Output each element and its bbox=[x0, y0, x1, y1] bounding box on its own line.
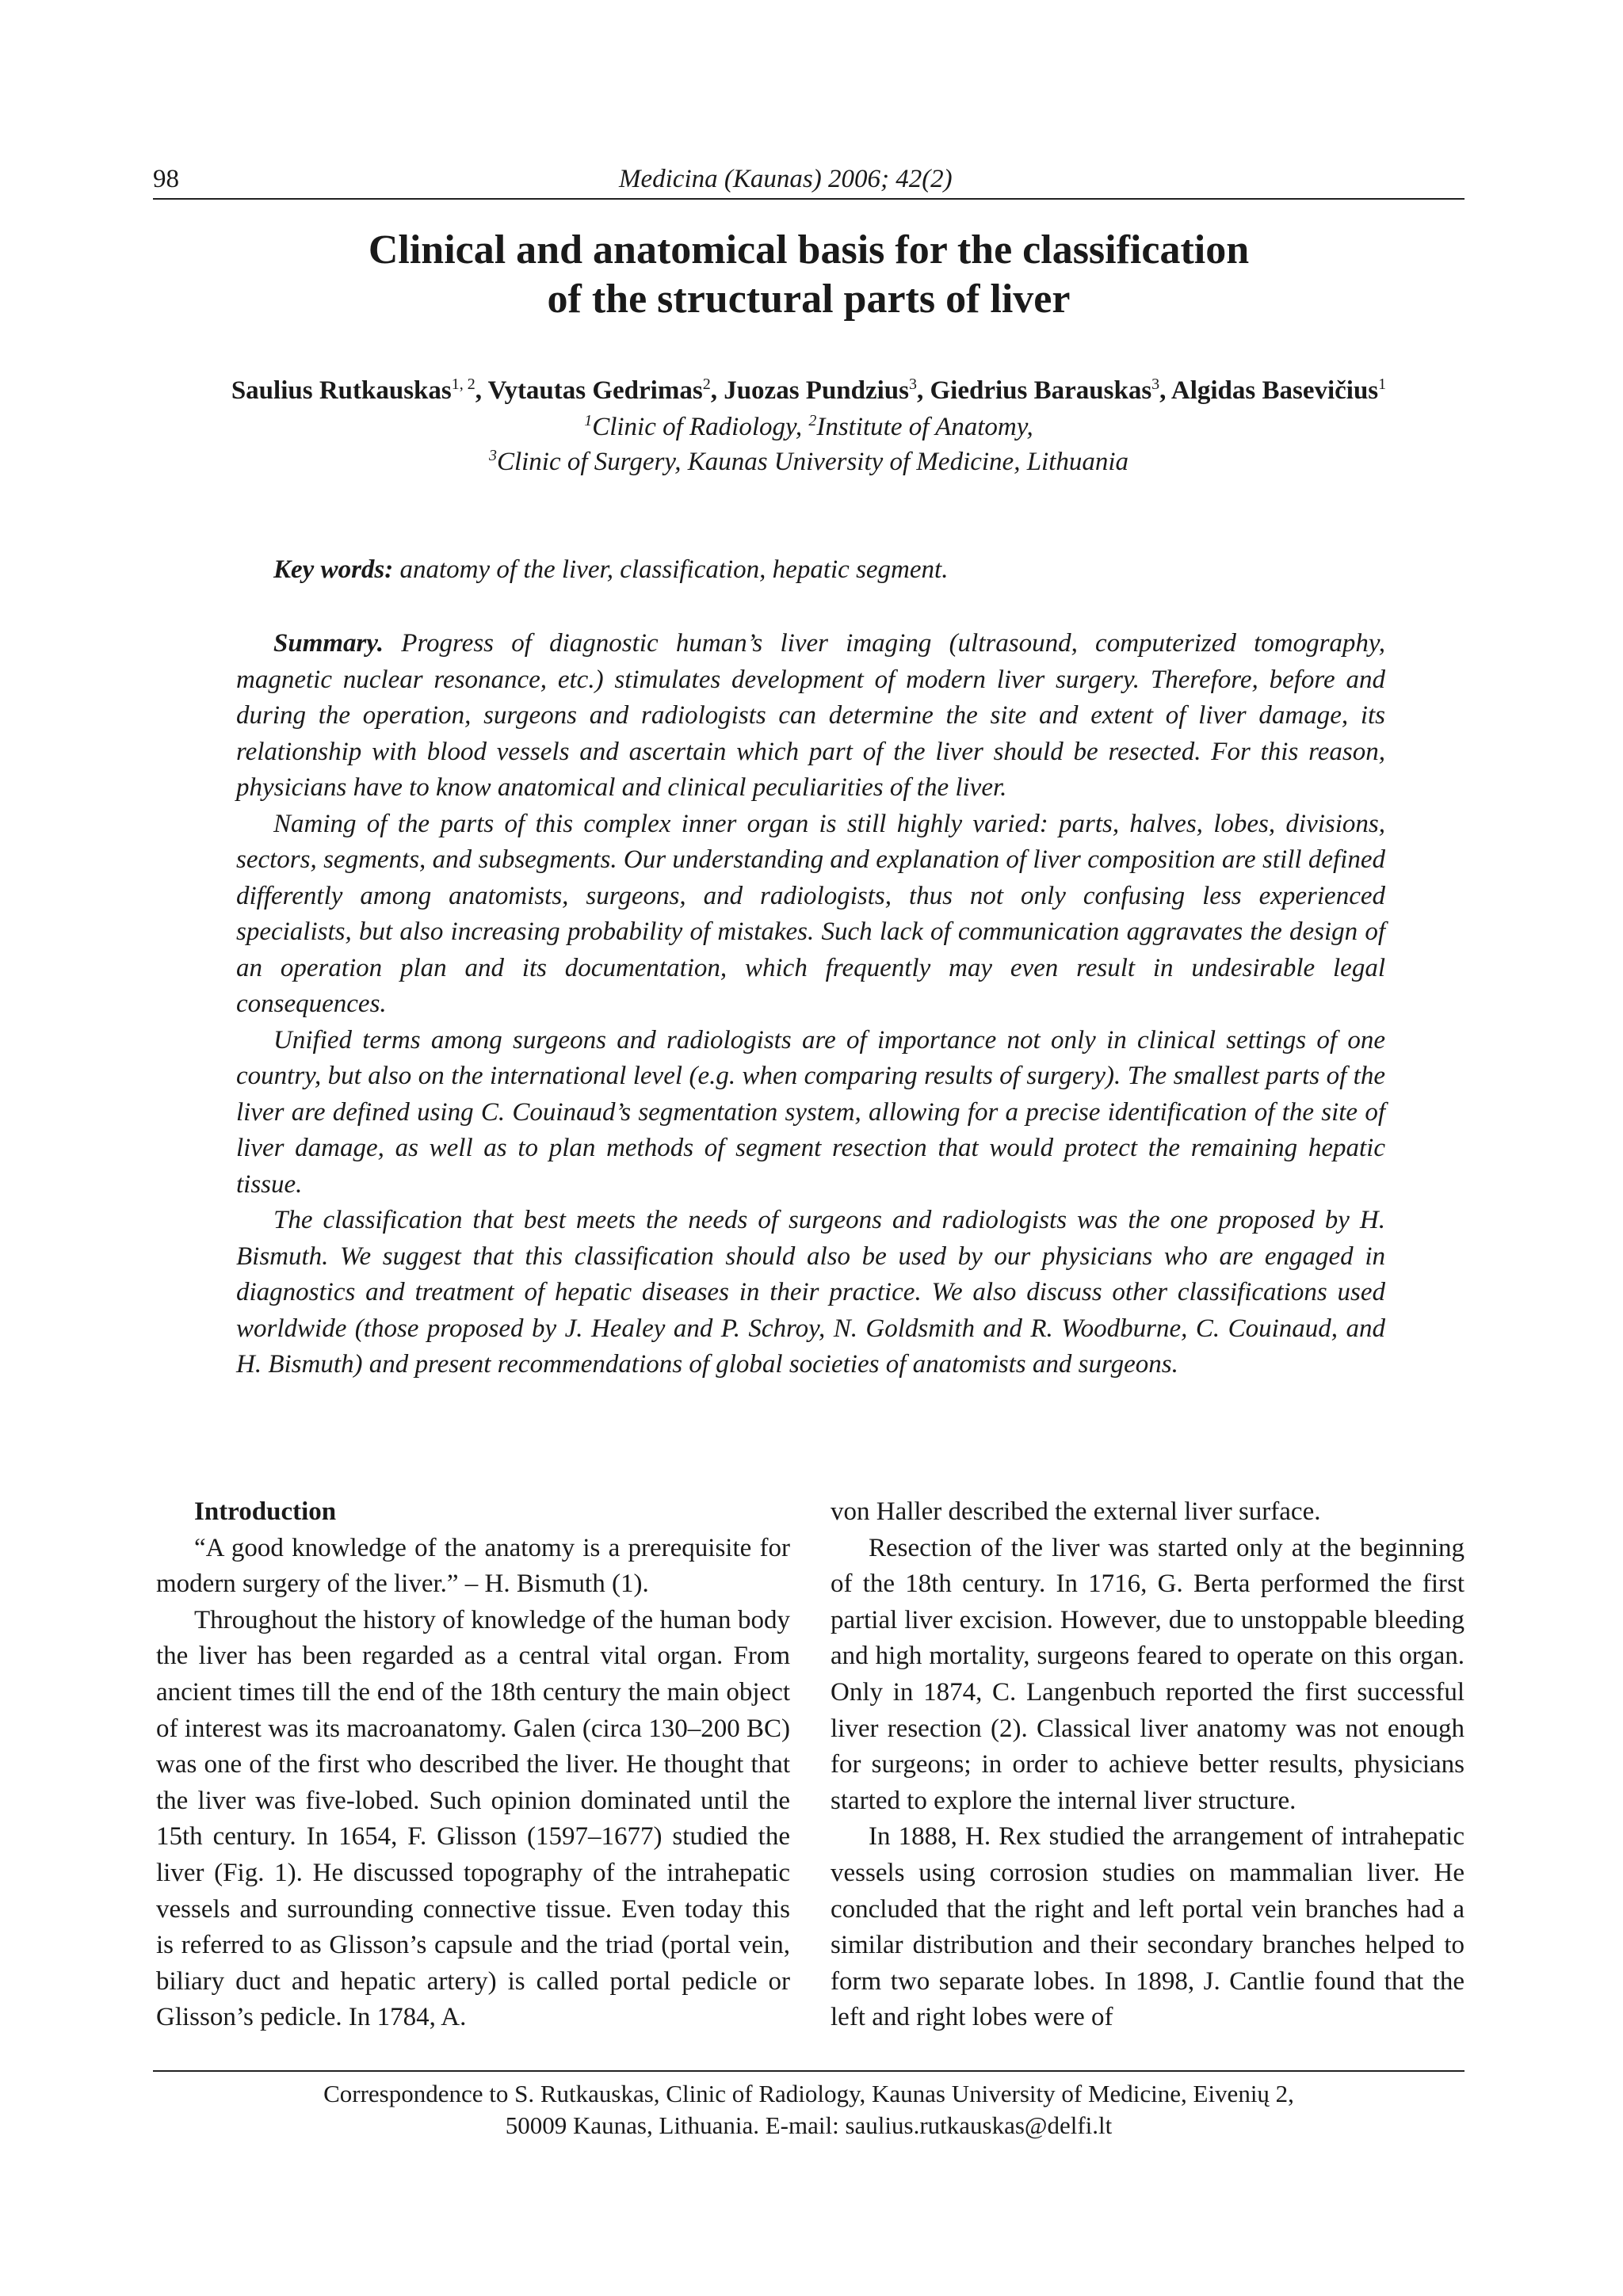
author-name: Juozas Pundzius bbox=[724, 376, 910, 405]
body-paragraph: Resection of the liver was started only at the beginning of the 18th century. In 1716, G. Berta performed the first partial liver excision. However, due to unstoppable bleeding and high mortality, surgeons feared to operate on this organ. Only in 1874, C. Langenbuch reported the first successful liver resection (2). Classical liver anatomy was not enough for surgeons; in order to achieve better results, physicians started to explore the internal liver structure. bbox=[831, 1533, 1465, 1815]
author-affiliation-mark: 1, 2 bbox=[451, 376, 475, 393]
body-paragraph: In 1888, H. Rex studied the arrangement of intrahepatic vessels using corrosion studies on mammalian liver. He concluded that the right and left portal vein branches had a similar distribution and their secondary branches helped to form two separate lobes. In 1898, J. Cantlie found that the left and right lobes were of bbox=[831, 1822, 1465, 2032]
body-paragraph: “A good knowledge of the anatomy is a prerequisite for modern surgery of the liver.” – H. Bismuth (1). bbox=[156, 1533, 790, 1599]
author-separator: , bbox=[1159, 376, 1171, 405]
body-paragraph-continuation: von Haller described the external liver surface. bbox=[831, 1497, 1321, 1526]
correspondence-footer bbox=[153, 2078, 1465, 2142]
author-name: Vytautas Gedrimas bbox=[487, 376, 703, 405]
affiliation-mark: 3 bbox=[488, 447, 497, 464]
author-separator: , bbox=[475, 376, 488, 405]
author-affiliation-mark: 2 bbox=[702, 376, 711, 393]
summary-label: Summary. bbox=[273, 629, 384, 658]
affiliation-line-2 bbox=[153, 444, 1465, 479]
author-name: Algidas Basevičius bbox=[1170, 376, 1379, 405]
affiliation-line-1 bbox=[153, 410, 1465, 444]
author-affiliation-mark: 3 bbox=[1151, 376, 1160, 393]
footer-line-2: 50009 Kaunas, Lithuania. E-mail: saulius.rutkauskas@delfi.lt bbox=[505, 2111, 1113, 2139]
article-title bbox=[153, 226, 1465, 324]
body-paragraph: Throughout the history of knowledge of the human body the liver has been regarded as a central vital organ. From ancient times till the end of the 18th century the main object of interest was its macroanatomy. Galen (circa 130–200 BC) was one of the first who described the liver. He thought that the liver was five-lobed. Such opinion dominated until the 15th century. In 1654, F. Glisson (1597–1677) studied the liver (Fig. 1). He discussed topography of the intrahepatic vessels and surrounding connective tissue. Even today this is referred to as Glisson’s capsule and the triad (portal vein, biliary duct and hepatic artery) is called portal pedicle or Glisson’s pedicle. In 1784, A. bbox=[156, 1605, 790, 2032]
summary-paragraph: Unified terms among surgeons and radiologists are of importance not only in clinical settings of one country, but also on the international level (e.g. when comparing results of surgery). The smallest parts of the liver are defined using C. Couinaud’s segmentation system, allowing for a precise identification of the site of liver damage, as well as to plan methods of segment resection that would protect the remaining hepatic tissue. bbox=[236, 1025, 1385, 1199]
body-column-left bbox=[156, 1494, 790, 2036]
keywords-text: anatomy of the liver, classification, hepatic segment. bbox=[393, 555, 949, 584]
journal-title: Medicina (Kaunas) 2006; 42(2) bbox=[619, 165, 953, 193]
author-list bbox=[153, 375, 1465, 406]
summary-paragraph: The classification that best meets the needs of surgeons and radiologists was the one proposed by H. Bismuth. We suggest that this classification should also be used by our physicians who are engaged in diagnostics and treatment of hepatic diseases in their practice. We also discuss other classifications used worldwide (those proposed by J. Healey and P. Schroy, N. Goldsmith and R. Woodburne, C. Couinaud, and H. Bismuth) and present recommendations of global societies of anatomists and surgeons. bbox=[236, 1206, 1385, 1379]
affiliation-text: Clinic of Surgery, Kaunas University of Medicine, Lithuania bbox=[496, 448, 1129, 476]
header-rule bbox=[153, 198, 1465, 200]
author-name: Saulius Rutkauskas bbox=[231, 376, 452, 405]
article-title-line-1: Clinical and anatomical basis for the classification bbox=[368, 227, 1250, 273]
page-number: 98 bbox=[153, 165, 179, 193]
affiliation-mark: 2 bbox=[808, 412, 817, 429]
section-heading-introduction: Introduction bbox=[194, 1497, 337, 1526]
summary-paragraph-text: Progress of diagnostic human’s liver imaging (ultrasound, computerized tomography, magnetic nuclear resonance, etc.) stimulates development of modern liver surgery. Therefore, before and during the operation, surgeons and radiologists can determine the site and extent of liver damage, its relationship with blood vessels and ascertain which part of the liver should be resected. For this reason, physicians have to know anatomical and clinical peculiarities of the liver. bbox=[236, 629, 1385, 802]
author-separator: , bbox=[917, 376, 930, 405]
affiliation-text: Institute of Anatomy, bbox=[816, 413, 1033, 441]
keywords-label: Key words: bbox=[273, 555, 394, 584]
affiliation-mark: 1 bbox=[584, 412, 593, 429]
body-column-right bbox=[831, 1494, 1465, 2036]
article-title-line-2: of the structural parts of liver bbox=[547, 277, 1071, 322]
author-affiliation-mark: 1 bbox=[1378, 376, 1387, 393]
summary-paragraph bbox=[236, 626, 1385, 807]
keywords bbox=[236, 552, 1385, 589]
author-name: Giedrius Barauskas bbox=[930, 376, 1152, 405]
footer-line-1: Correspondence to S. Rutkauskas, Clinic of Radiology, Kaunas University of Medicine, Eivenių 2, bbox=[323, 2080, 1294, 2107]
footer-rule bbox=[153, 2070, 1465, 2072]
affiliation-text: Clinic of Radiology, bbox=[592, 413, 809, 441]
summary-paragraph: Naming of the parts of this complex inner organ is still highly varied: parts, halves, lobes, divisions, sectors, segments, and subsegments. Our understanding and explanation of liver composition are still defined differently among anatomists, surgeons, and radiologists, thus not only confusing less experienced specialists, but also increasing probability of mistakes. Such lack of communication aggravates the design of an operation plan and its documentation, which frequently may even result in undesirable legal consequences. bbox=[236, 809, 1385, 1018]
author-separator: , bbox=[710, 376, 724, 405]
summary bbox=[236, 626, 1385, 1383]
author-affiliation-mark: 3 bbox=[909, 376, 918, 393]
